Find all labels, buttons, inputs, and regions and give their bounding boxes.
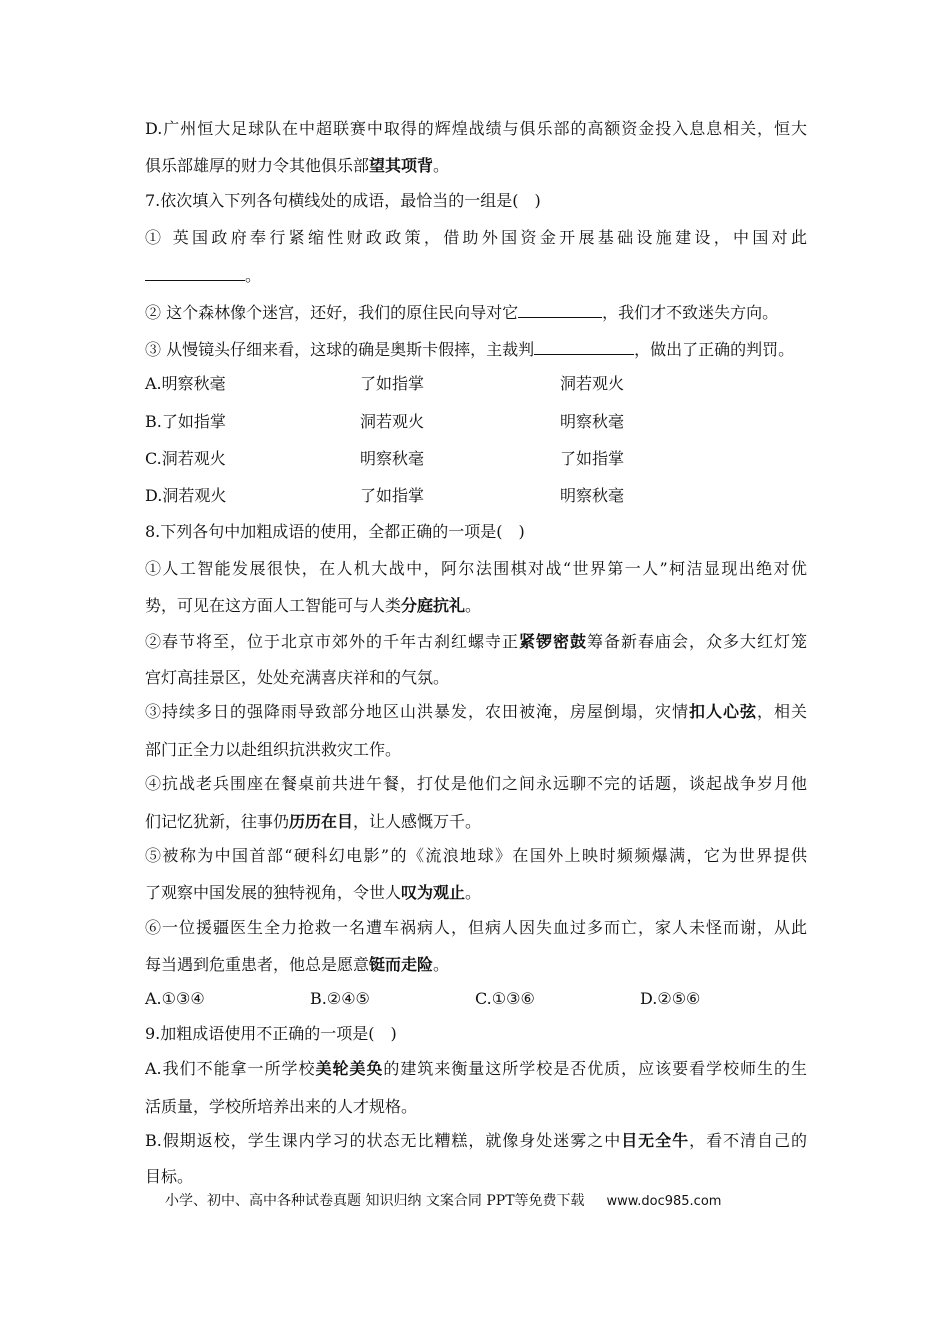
q7-option-a-idiom-2: 了如指掌 bbox=[360, 374, 425, 393]
q8-item-6-line1: ⑥一位援疆医生全力抢救一名遭车祸病人，但病人因失血过多而亡，家人未怪而谢，从此 bbox=[145, 918, 807, 937]
q7-option-a-idiom-3: 洞若观火 bbox=[560, 374, 625, 393]
bold-idiom: 铤而走险 bbox=[369, 955, 434, 974]
bold-idiom: 历历在目 bbox=[289, 812, 354, 831]
q6-option-d-line2: 俱乐部雄厚的财力令其他俱乐部望其项背。 bbox=[145, 156, 450, 175]
q7-option-a-label: A.明察秋毫 bbox=[145, 374, 226, 393]
q7-option-b-idiom-3: 明察秋毫 bbox=[560, 412, 625, 431]
q9-option-a-line2: 活质量，学校所培养出来的人才规格。 bbox=[145, 1097, 418, 1116]
q7-sentence-1-line1: ① 英国政府奉行紧缩性财政政策，借助外国资金开展基础设施建设，中国对此 bbox=[145, 228, 807, 247]
q8-item-6-line2: 每当遇到危重患者，他总是愿意铤而走险。 bbox=[145, 955, 450, 974]
bold-idiom: 紧锣密鼓 bbox=[518, 632, 587, 651]
q7-sentence-1-line2: 。 bbox=[145, 263, 807, 287]
q7-option-b-label: B.了如指掌 bbox=[145, 412, 226, 431]
bold-idiom: 叹为观止 bbox=[401, 883, 466, 902]
q7-sentence-2: ② 这个森林像个迷宫，还好，我们的原住民向导对它 ，我们才不致迷失方向。 bbox=[145, 300, 807, 324]
footer-text: 小学、初中、高中各种试卷真题 知识归纳 文案合同 PPT等免费下载 bbox=[165, 1193, 585, 1209]
q8-item-1-line2: 势，可见在这方面人工智能可与人类分庭抗礼。 bbox=[145, 596, 482, 615]
q8-option-b: B.②④⑤ bbox=[310, 989, 370, 1008]
q7-option-d-idiom-2: 了如指掌 bbox=[360, 486, 425, 505]
q6-option-d-line1: D.广州恒大足球队在中超联赛中取得的辉煌战绩与俱乐部的高额资金投入息息相关，恒大 bbox=[145, 119, 807, 138]
q8-item-5-line1: ⑤被称为中国首部“硬科幻电影”的《流浪地球》在国外上映时频频爆满，它为世界提供 bbox=[145, 846, 807, 865]
q7-option-d-label: D.洞若观火 bbox=[145, 486, 227, 505]
q9-stem: 9.加粗成语使用不正确的一项是( ) bbox=[145, 1024, 397, 1043]
q7-option-c-idiom-3: 了如指掌 bbox=[560, 449, 625, 468]
q8-item-3-line1: ③持续多日的强降雨导致部分地区山洪暴发，农田被淹，房屋倒塌，灾情扣人心弦，相关 bbox=[145, 702, 807, 721]
q7-option-d-idiom-3: 明察秋毫 bbox=[560, 486, 625, 505]
bold-idiom: 目无全牛 bbox=[621, 1131, 690, 1150]
q8-option-d: D.②⑤⑥ bbox=[640, 989, 701, 1008]
footer-url[interactable]: www.doc985.com bbox=[606, 1194, 722, 1209]
q7-stem: 7.依次填入下列各句横线处的成语，最恰当的一组是( ) bbox=[145, 191, 541, 210]
q8-item-1-line1: ①人工智能发展很快，在人机大战中，阿尔法围棋对战“世界第一人”柯洁显现出绝对优 bbox=[145, 559, 807, 578]
q8-item-2-line1: ②春节将至，位于北京市郊外的千年古刹红螺寺正紧锣密鼓筹备新春庙会，众多大红灯笼 bbox=[145, 632, 807, 651]
q7-sentence-3: ③ 从慢镜头仔细来看，这球的确是奥斯卡假摔，主裁判 ，做出了正确的判罚。 bbox=[145, 337, 807, 361]
q9-option-b-line1: B.假期返校，学生课内学习的状态无比糟糕，就像身处迷雾之中目无全牛，看不清自己的 bbox=[145, 1131, 807, 1150]
q8-stem: 8.下列各句中加粗成语的使用，全都正确的一项是( ) bbox=[145, 522, 525, 541]
q7-option-c-label: C.洞若观火 bbox=[145, 449, 226, 468]
fill-blank bbox=[145, 263, 245, 281]
q9-option-b-line2: 目标。 bbox=[145, 1167, 194, 1186]
q8-option-c: C.①③⑥ bbox=[475, 989, 535, 1008]
bold-idiom: 望其项背 bbox=[369, 156, 434, 175]
bold-idiom: 扣人心弦 bbox=[688, 702, 757, 721]
q8-item-4-line1: ④抗战老兵围座在餐桌前共进午餐，打仗是他们之间永远聊不完的话题，谈起战争岁月他 bbox=[145, 774, 807, 793]
q8-option-a: A.①③④ bbox=[145, 989, 205, 1008]
q8-item-5-line2: 了观察中国发展的独特视角，令世人叹为观止。 bbox=[145, 883, 482, 902]
q8-item-2-line2: 宫灯高挂景区，处处充满喜庆祥和的气氛。 bbox=[145, 668, 450, 687]
fill-blank bbox=[518, 300, 602, 318]
q8-item-3-line2: 部门正全力以赴组织抗洪救灾工作。 bbox=[145, 740, 402, 759]
q7-option-b-idiom-2: 洞若观火 bbox=[360, 412, 425, 431]
q8-item-4-line2: 们记忆犹新，往事仍历历在目，让人感慨万千。 bbox=[145, 812, 482, 831]
page-footer bbox=[165, 1191, 721, 1212]
q9-option-a-line1: A.我们不能拿一所学校美轮美奂的建筑来衡量这所学校是否优质，应该要看学校师生的生 bbox=[145, 1059, 807, 1078]
bold-idiom: 分庭抗礼 bbox=[401, 596, 466, 615]
bold-idiom: 美轮美奂 bbox=[315, 1059, 384, 1078]
fill-blank bbox=[534, 337, 634, 355]
q7-option-c-idiom-2: 明察秋毫 bbox=[360, 449, 425, 468]
